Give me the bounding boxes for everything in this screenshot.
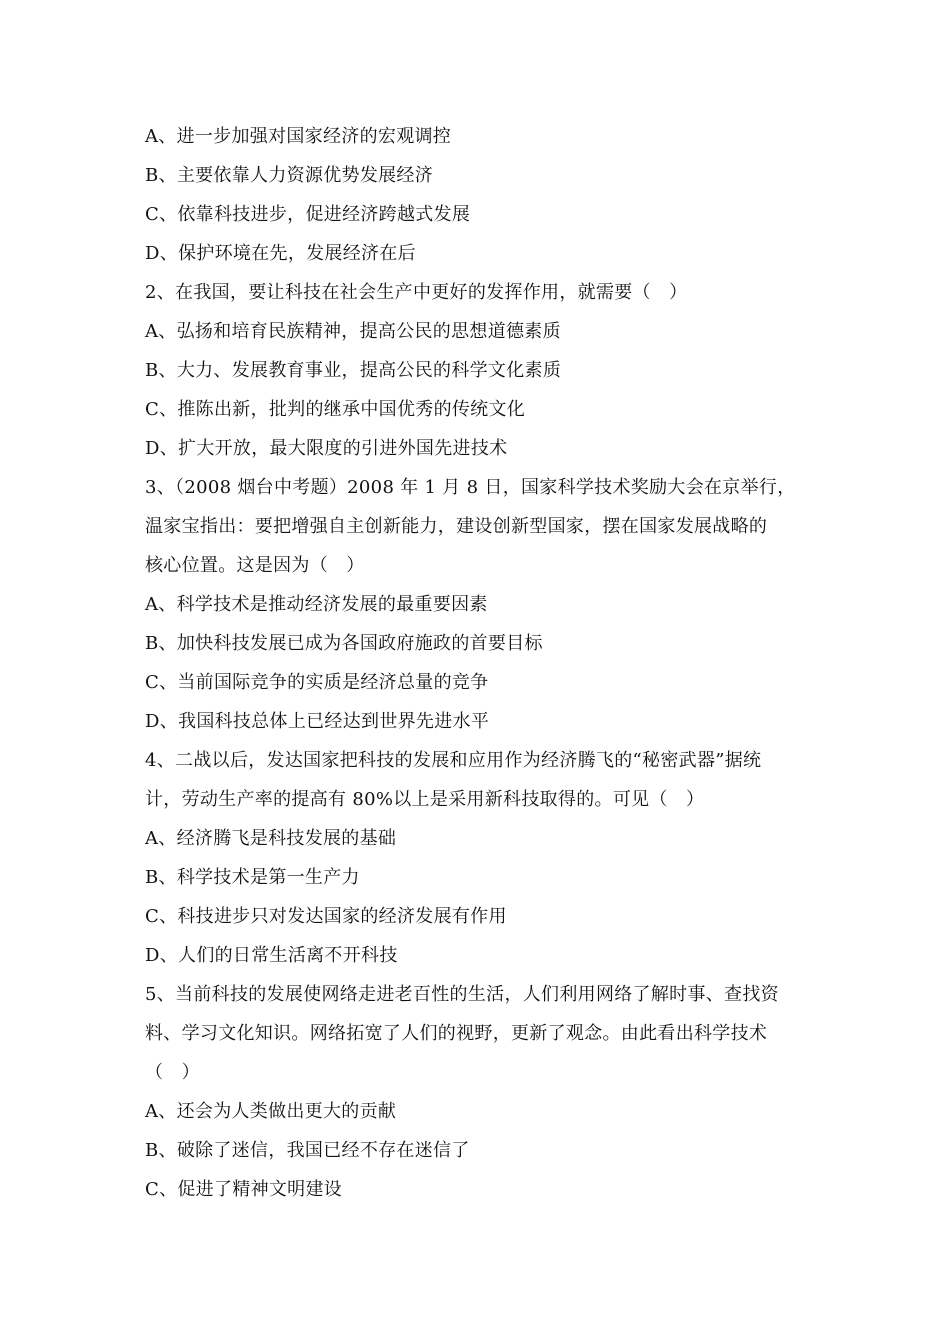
q2-question: 2、在我国，要让科技在社会生产中更好的发挥作用，就需要（ ） — [145, 282, 688, 303]
q4-option-b: B、科学技术是第一生产力 — [145, 867, 360, 888]
q3-question-line-3: 核心位置。这是因为（ ） — [145, 555, 365, 576]
q4-option-a: A、经济腾飞是科技发展的基础 — [145, 828, 397, 849]
q2-option-d: D、扩大开放，最大限度的引进外国先进技术 — [145, 438, 508, 459]
document-body — [145, 117, 815, 1209]
q4-question-line-2: 计，劳动生产率的提高有 80%以上是采用新科技取得的。可见（ ） — [145, 789, 705, 810]
q5-question-line-3: （ ） — [145, 1062, 200, 1083]
q1-option-c: C、依靠科技进步，促进经济跨越式发展 — [145, 204, 471, 225]
q2-option-c: C、推陈出新，批判的继承中国优秀的传统文化 — [145, 399, 526, 420]
q5-question-line-2: 料、学习文化知识。网络拓宽了人们的视野，更新了观念。由此看出科学技术 — [145, 1023, 768, 1044]
q2-option-b: B、大力、发展教育事业，提高公民的科学文化素质 — [145, 360, 562, 381]
q2-option-a: A、弘扬和培育民族精神，提高公民的思想道德素质 — [145, 321, 561, 342]
q3-option-c: C、当前国际竞争的实质是经济总量的竞争 — [145, 672, 489, 693]
q5-option-a: A、还会为人类做出更大的贡献 — [145, 1101, 397, 1122]
q5-option-c: C、促进了精神文明建设 — [145, 1179, 343, 1200]
q3-question-line-2: 温家宝指出：要把增强自主创新能力，建设创新型国家，摆在国家发展战略的 — [145, 516, 768, 537]
q5-question-line-1: 5、当前科技的发展使网络走进老百性的生活，人们利用网络了解时事、查找资 — [145, 984, 779, 1005]
q1-option-d: D、保护环境在先，发展经济在后 — [145, 243, 416, 264]
q5-option-b: B、破除了迷信，我国已经不存在迷信了 — [145, 1140, 470, 1161]
q3-option-a: A、科学技术是推动经济发展的最重要因素 — [145, 594, 488, 615]
q3-option-d: D、我国科技总体上已经达到世界先进水平 — [145, 711, 490, 732]
q4-question-line-1: 4、二战以后，发达国家把科技的发展和应用作为经济腾飞的“秘密武器”据统 — [145, 750, 762, 771]
q1-option-b: B、主要依靠人力资源优势发展经济 — [145, 165, 434, 186]
q3-option-b: B、加快科技发展已成为各国政府施政的首要目标 — [145, 633, 543, 654]
q1-option-a: A、进一步加强对国家经济的宏观调控 — [145, 126, 452, 147]
q4-option-d: D、人们的日常生活离不开科技 — [145, 945, 398, 966]
q3-question-line-1: 3、（2008 烟台中考题）2008 年 1 月 8 日，国家科学技术奖励大会在京举行， — [145, 477, 796, 498]
q4-option-c: C、科技进步只对发达国家的经济发展有作用 — [145, 906, 507, 927]
